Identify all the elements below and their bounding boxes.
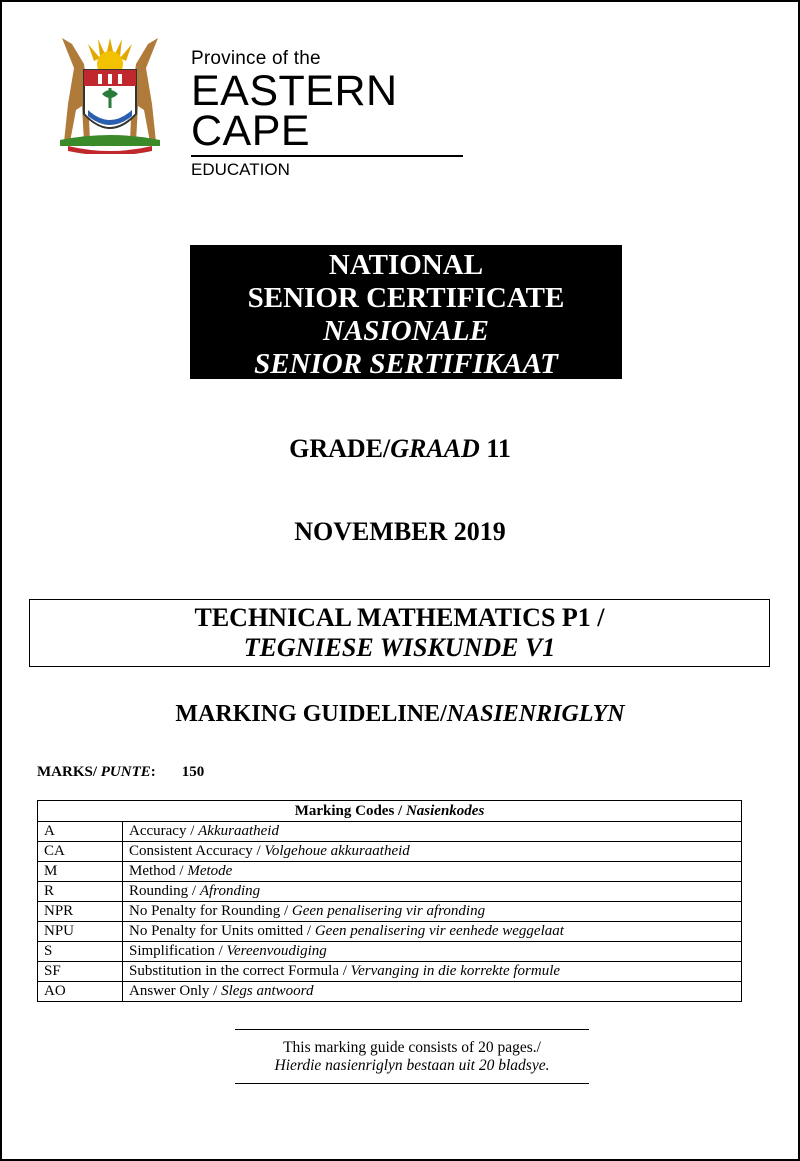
eastern-cape-logo [54, 34, 474, 179]
description-en: No Penalty for Units omitted / [129, 923, 315, 939]
description-cell [123, 962, 742, 982]
table-header-af: Nasienkodes [405, 802, 485, 819]
description-af: Vereenvoudiging [226, 943, 327, 959]
banner-senior-sertifikaat: SENIOR SERTIFIKAAT [254, 348, 558, 380]
guideline-en: MARKING GUIDELINE/ [175, 701, 447, 727]
description-en: Simplification / [129, 943, 227, 959]
table-row [38, 842, 742, 862]
table-row [38, 922, 742, 942]
code-cell: M [38, 862, 123, 882]
grade-heading [2, 434, 798, 464]
code-cell: AO [38, 982, 123, 1002]
description-en: Answer Only / [129, 983, 222, 999]
logo-education: EDUCATION [191, 160, 290, 179]
logo-text [191, 48, 474, 180]
description-en: Accuracy / [129, 823, 199, 839]
description-af: Slegs antwoord [221, 983, 314, 999]
footer-english: This marking guide consists of 20 pages./ [283, 1039, 541, 1056]
description-af: Geen penalisering vir eenhede weggelaat [314, 923, 564, 939]
description-cell [123, 942, 742, 962]
description-cell [123, 882, 742, 902]
description-af: Geen penalisering vir afronding [291, 903, 486, 919]
code-cell: R [38, 882, 123, 902]
grade-label-af: GRAAD [390, 434, 480, 463]
code-cell: S [38, 942, 123, 962]
footer-bottom-rule [235, 1083, 589, 1084]
subject-box [29, 599, 770, 667]
logo-divider [191, 155, 463, 157]
marks-total [37, 764, 204, 781]
marks-colon: : [150, 764, 156, 780]
marks-label-af: PUNTE [100, 764, 151, 780]
exam-date: NOVEMBER 2019 [294, 517, 506, 546]
description-af: Vervanging in die korrekte formule [350, 963, 561, 979]
subject-afrikaans: TEGNIESE WISKUNDE V1 [243, 633, 556, 662]
description-af: Afronding [199, 883, 261, 899]
table-row [38, 862, 742, 882]
subject-english: TECHNICAL MATHEMATICS P1 / [194, 603, 605, 632]
table-header-en: Marking Codes / [294, 802, 406, 819]
description-en: Substitution in the correct Formula / [129, 963, 351, 979]
code-cell: A [38, 822, 123, 842]
description-cell [123, 822, 742, 842]
description-af: Akkuraatheid [198, 823, 279, 839]
description-en: Consistent Accuracy / [129, 843, 265, 859]
description-cell [123, 842, 742, 862]
table-header [38, 801, 742, 822]
table-row [38, 822, 742, 842]
footer-afrikaans: Hierdie nasienriglyn bestaan uit 20 bladsye. [274, 1057, 550, 1074]
description-af: Metode [187, 863, 233, 879]
footer-top-rule [235, 1029, 589, 1030]
code-cell: SF [38, 962, 123, 982]
code-cell: NPU [38, 922, 123, 942]
description-en: No Penalty for Rounding / [129, 903, 292, 919]
description-af: Volgehoue akkuraatheid [264, 843, 410, 859]
grade-label: GRADE/ [289, 434, 391, 463]
description-cell [123, 922, 742, 942]
code-cell: NPR [38, 902, 123, 922]
coat-of-arms-icon [54, 34, 189, 154]
banner-national: NATIONAL [328, 249, 484, 281]
description-cell [123, 862, 742, 882]
page-count-footer [235, 1029, 589, 1084]
description-en: Rounding / [129, 883, 200, 899]
description-cell [123, 982, 742, 1002]
guideline-af: NASIENRIGLYN [446, 701, 625, 727]
table-row [38, 882, 742, 902]
banner-nasionale: NASIONALE [323, 315, 489, 347]
table-row [38, 962, 742, 982]
grade-value: 11 [486, 434, 511, 463]
marking-codes-table [37, 800, 742, 1002]
table-row [38, 902, 742, 922]
table-row [38, 942, 742, 962]
table-row [38, 982, 742, 1002]
marks-label: MARKS/ [37, 764, 97, 780]
logo-province: Province of the [191, 48, 321, 69]
table-header-row [38, 801, 742, 822]
code-cell: CA [38, 842, 123, 862]
banner-senior-certificate: SENIOR CERTIFICATE [247, 282, 565, 314]
guideline-heading [2, 701, 798, 728]
certificate-banner [190, 245, 622, 379]
description-en: Method / [129, 863, 188, 879]
description-cell [123, 902, 742, 922]
logo-eastern-cape: EASTERN CAPE [191, 67, 398, 155]
marks-value: 150 [181, 764, 205, 780]
